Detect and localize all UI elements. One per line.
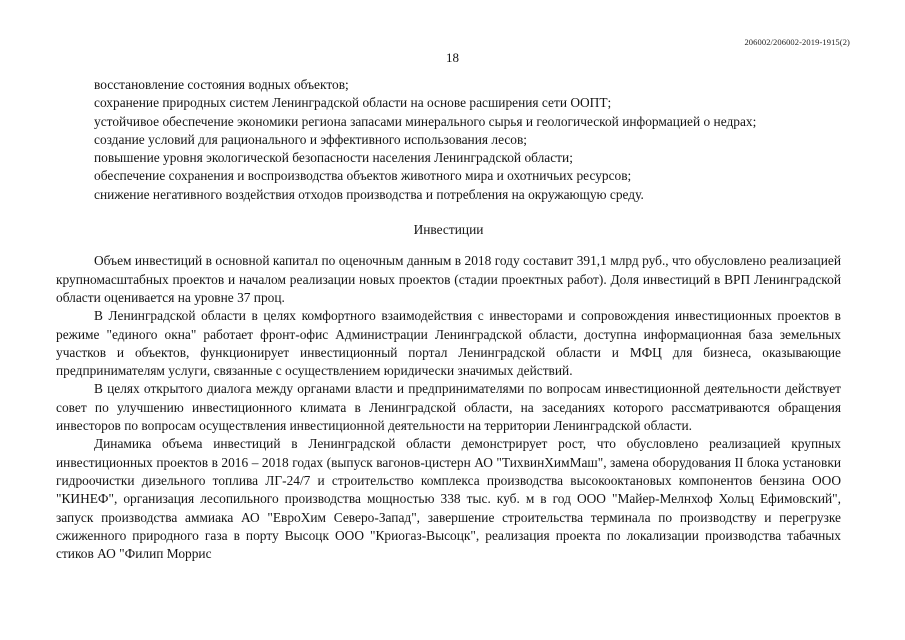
document-body	[56, 76, 841, 563]
paragraph: В Ленинградской области в целях комфортного взаимодействия с инвесторами и сопровождения инвестиционных проектов в режиме "единого окна" работает фронт-офис Администрации Ленинградской области, доступна информационная база земельных участков и объектов, функционирует инвестиционный портал Ленинградской области и МФЦ для бизнеса, оказывающие предпринимателям услуги, связанные с осуществлением юридически значимых действий.	[56, 308, 841, 379]
list-item: сохранение природных систем Ленинградской области на основе расширения сети ООПТ;	[94, 95, 612, 111]
list-item: снижение негативного воздействия отходов производства и потребления на окружающую среду.	[94, 186, 644, 202]
section-heading: Инвестиции	[413, 222, 484, 238]
list-item: создание условий для рационального и эффективного использования лесов;	[94, 131, 528, 147]
paragraph: Объем инвестиций в основной капитал по оценочным данным в 2018 году составит 391,1 млрд руб., что обусловлено реализацией крупномасштабных проектов и началом реализации новых проектов (стадии проектных работ). Доля инвестиций в ВРП Ленинградской области оценивается на уровне 37 проц.	[56, 253, 841, 305]
list-item: обеспечение сохранения и воспроизводства объектов животного мира и охотничьих ресурсов;	[94, 168, 632, 184]
list-item: устойчивое обеспечение экономики региона запасами минерального сырья и геологической информацией о недрах;	[94, 113, 757, 129]
document-id: 206002/206002-2019-1915(2)	[744, 37, 850, 47]
paragraph: В целях открытого диалога между органами власти и предпринимателями по вопросам инвестиционной деятельности действует совет по улучшению инвестиционного климата в Ленинградской области, на заседаниях которого рассматриваются обращения инвесторов по вопросам осуществления инвестиционной деятельности на территории Ленинградской области.	[56, 381, 841, 434]
page-number: 18	[446, 50, 459, 65]
list-item: восстановление состояния водных объектов;	[94, 77, 349, 92]
list-item: повышение уровня экологической безопасности населения Ленинградской области;	[94, 150, 573, 166]
paragraph: Динамика объема инвестиций в Ленинградской области демонстрирует рост, что обусловлено реализацией крупных инвестиционных проектов в 2016 – 2018 годах (выпуск вагонов-цистерн АО "ТихвинХимМаш", замена оборудования II блока установки гидроочистки дизельного топлива ЛГ-24/7 и строительство комплекса производства высокооктановых компонентов бензина ООО "КИНЕФ", организация лесопильного производства мощностью 338 тыс. куб. м в год ООО "Майер-Мелнхоф Хольц Ефимовский", запуск производства аммиака АО "ЕвроХим Северо-Запад", завершение строительства терминала по производству и перегрузке сжиженного природного газа в порту Высоцк ООО "Криогаз-Высоцк", реализация проекта по локализации производства табачных стиков АО "Филип Моррис	[56, 436, 841, 562]
